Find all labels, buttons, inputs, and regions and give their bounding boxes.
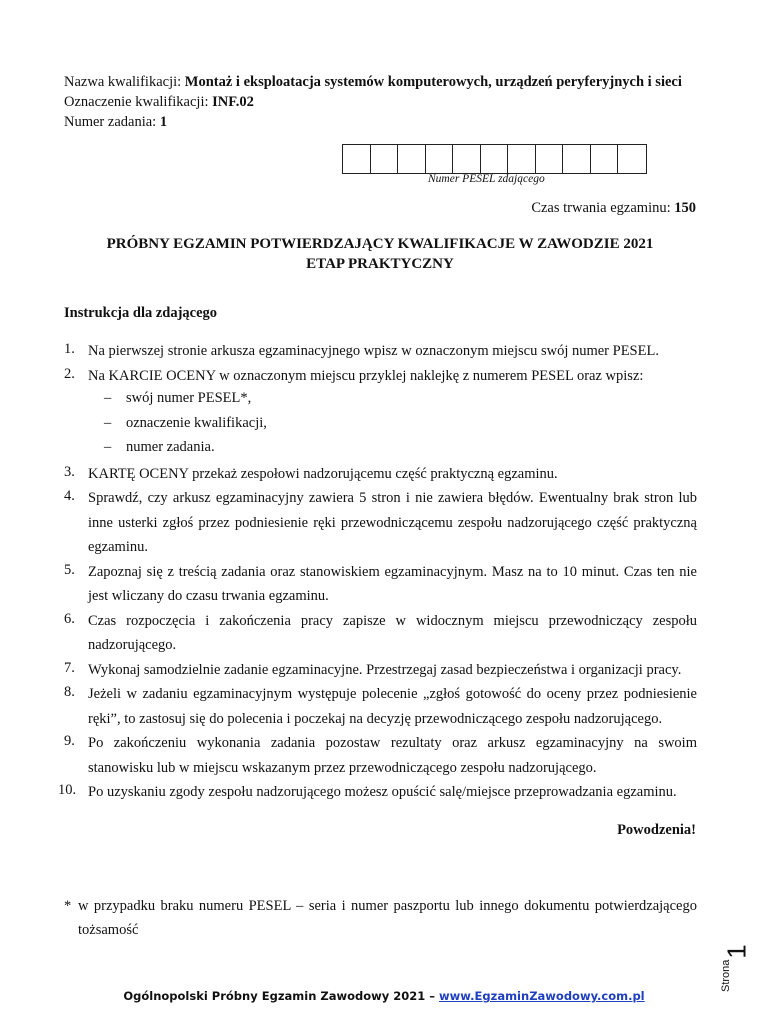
task-number-value: 1 [159,114,168,130]
pesel-caption: Numer PESEL zdającego [428,173,545,185]
item-text: Wykonaj samodzielnie zadanie egzaminacyjne. Przestrzegaj zasad bezpieczeństwa i organizacji pracy. [88,661,682,678]
item-number: 5. [64,561,75,578]
item-text: Po zakończeniu wykonania zadania pozostaw rezultaty oraz arkusz egzaminacyjny na swoim stanowisku lub w miejscu wskazanym przez przewodniczącego zespołu nadzorującego. [88,735,697,776]
item-number: 9. [64,733,75,749]
pesel-cell[interactable] [453,145,481,173]
task-number [64,112,167,132]
item-number: 4. [64,488,75,504]
item-number: 2. [64,365,75,382]
pesel-cell[interactable] [563,145,591,173]
page-label: Strona [720,959,732,992]
exam-time-label: Czas trwania egzaminu: [531,200,675,216]
pesel-cell[interactable] [591,145,619,173]
pesel-cell[interactable] [426,145,454,173]
item-text: KARTĘ OCENY przekaż zespołowi nadzorującemu część praktyczną egzaminu. [88,465,558,482]
qualification-name-value: Montaż i eksploatacja systemów komputerowych, urządzeń peryferyjnych i sieci [184,74,682,90]
dash: – [104,439,112,455]
qualification-code [64,92,254,112]
pesel-cell[interactable] [536,145,564,173]
qualification-name-label: Nazwa kwalifikacji: [64,74,185,90]
subitem-text: oznaczenie kwalifikacji, [126,414,267,431]
footnote-star: * [64,898,72,914]
task-number-label: Numer zadania: [64,114,160,130]
subitem-text: swój numer PESEL*, [126,390,252,406]
item-number: 7. [64,659,75,676]
pesel-cell[interactable] [618,145,646,173]
pesel-cell[interactable] [508,145,536,173]
item-text: Zapoznaj się z treścią zadania oraz stanowiskiem egzaminacyjnym. Masz na to 10 minut. Czas ten nie jest wliczany do czasu trwania egzaminu. [88,563,697,604]
item-number: 1. [64,341,75,357]
item-text: Jeżeli w zadaniu egzaminacyjnym występuje polecenie „zgłoś gotowość do oceny przez podniesienie ręki”, to zastosuj się do polecenia i poczekaj na decyzję przewodniczącego zespołu nadzorującego. [88,686,697,727]
footer-link[interactable]: www.EgzaminZawodowy.com.pl [439,989,645,1003]
pesel-cell[interactable] [371,145,399,173]
item-number: 10. [58,782,77,798]
item-text: Na KARCIE OCENY w oznaczonym miejscu przyklej naklejkę z numerem PESEL oraz wpisz: [88,367,644,384]
exam-title: PRÓBNY EGZAMIN POTWIERDZAJĄCY KWALIFIKACJE W ZAWODZIE 2021 [106,236,654,252]
pesel-cell[interactable] [343,145,371,173]
item-number: 8. [64,684,75,700]
pesel-cell[interactable] [398,145,426,173]
subitem-text: numer zadania. [126,439,215,455]
dash: – [104,390,112,406]
page-number: 1 [721,944,752,959]
item-text: Po uzyskaniu zgody zespołu nadzorującego możesz opuścić salę/miejsce przeprowadzania egzaminu. [88,784,677,800]
instructions-heading: Instrukcja dla zdającego [64,305,218,321]
qualification-name [64,72,682,92]
footer-text: Ogólnopolski Próbny Egzamin Zawodowy 2021 – [123,989,440,1003]
item-text: Czas rozpoczęcia i zakończenia pracy zapisze w widocznym miejscu przewodniczący zespołu nadzorującego. [88,612,697,653]
footnote-text: w przypadku braku numeru PESEL – seria i numer paszportu lub innego dokumentu potwierdzającego tożsamość [78,898,697,938]
exam-stage: ETAP PRAKTYCZNY [306,256,454,272]
exam-time [531,200,696,217]
footer [0,989,768,1003]
qualification-code-value: INF.02 [212,94,254,110]
pesel-cell[interactable] [481,145,509,173]
pesel-boxes[interactable] [342,144,647,174]
item-number: 6. [64,610,75,627]
dash: – [104,414,112,431]
good-luck: Powodzenia! [617,822,696,838]
page-indicator [716,936,752,996]
qualification-code-label: Oznaczenie kwalifikacji: [64,94,213,110]
item-text: Sprawdź, czy arkusz egzaminacyjny zawiera 5 stron i nie zawiera błędów. Ewentualny brak stron lub inne usterki zgłoś przez podniesienie ręki przewodniczącemu zespołu nadzorującego część praktyczną egzaminu. [88,490,697,555]
item-number: 3. [64,463,75,480]
item-text: Na pierwszej stronie arkusza egzaminacyjnego wpisz w oznaczonym miejscu swój numer PESEL. [88,343,659,359]
exam-time-value: 150 [674,200,696,216]
